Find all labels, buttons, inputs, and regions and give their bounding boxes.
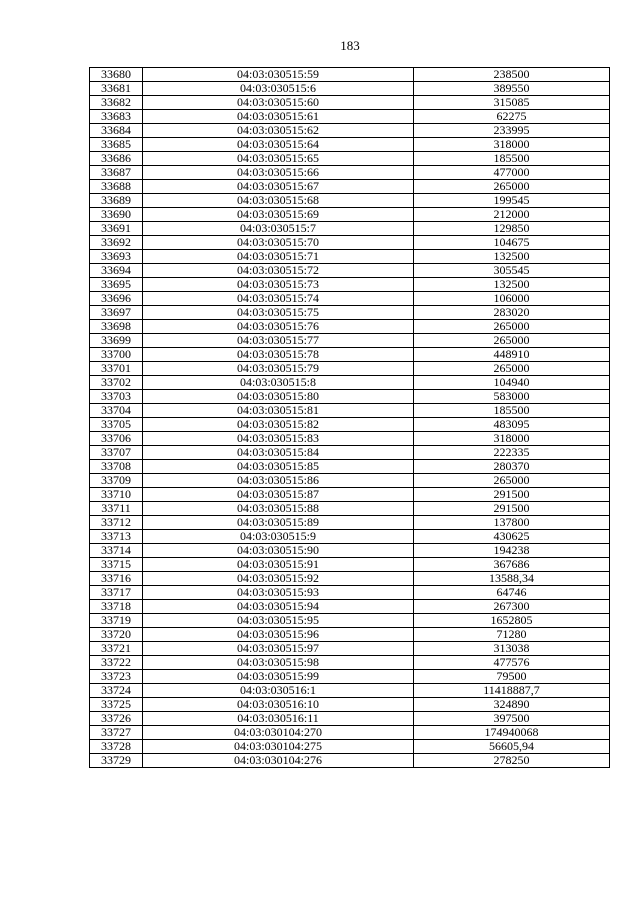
value-cell: 324890 bbox=[414, 698, 610, 712]
value-cell: 64746 bbox=[414, 586, 610, 600]
row-number-cell: 33700 bbox=[90, 348, 143, 362]
value-cell: 106000 bbox=[414, 292, 610, 306]
cadastral-number-cell: 04:03:030515:76 bbox=[143, 320, 414, 334]
row-number-cell: 33727 bbox=[90, 726, 143, 740]
table-row bbox=[90, 320, 610, 334]
row-number-cell: 33686 bbox=[90, 152, 143, 166]
value-cell: 137800 bbox=[414, 516, 610, 530]
row-number-cell: 33697 bbox=[90, 306, 143, 320]
row-number-cell: 33688 bbox=[90, 180, 143, 194]
row-number-cell: 33714 bbox=[90, 544, 143, 558]
value-cell: 185500 bbox=[414, 404, 610, 418]
row-number-cell: 33711 bbox=[90, 502, 143, 516]
value-cell: 129850 bbox=[414, 222, 610, 236]
cadastral-number-cell: 04:03:030515:75 bbox=[143, 306, 414, 320]
value-cell: 280370 bbox=[414, 460, 610, 474]
value-cell: 278250 bbox=[414, 754, 610, 768]
value-cell: 265000 bbox=[414, 474, 610, 488]
table-row bbox=[90, 712, 610, 726]
table-row bbox=[90, 278, 610, 292]
table-row bbox=[90, 502, 610, 516]
row-number-cell: 33728 bbox=[90, 740, 143, 754]
cadastral-number-cell: 04:03:030515:90 bbox=[143, 544, 414, 558]
value-cell: 448910 bbox=[414, 348, 610, 362]
row-number-cell: 33699 bbox=[90, 334, 143, 348]
table-row bbox=[90, 208, 610, 222]
table-row bbox=[90, 390, 610, 404]
row-number-cell: 33689 bbox=[90, 194, 143, 208]
row-number-cell: 33703 bbox=[90, 390, 143, 404]
row-number-cell: 33725 bbox=[90, 698, 143, 712]
table-row bbox=[90, 404, 610, 418]
cadastral-number-cell: 04:03:030515:87 bbox=[143, 488, 414, 502]
table-row bbox=[90, 418, 610, 432]
value-cell: 265000 bbox=[414, 180, 610, 194]
cadastral-number-cell: 04:03:030515:97 bbox=[143, 642, 414, 656]
table-row bbox=[90, 530, 610, 544]
table-row bbox=[90, 670, 610, 684]
cadastral-number-cell: 04:03:030515:98 bbox=[143, 656, 414, 670]
table-row bbox=[90, 306, 610, 320]
cadastral-number-cell: 04:03:030515:6 bbox=[143, 82, 414, 96]
value-cell: 185500 bbox=[414, 152, 610, 166]
value-cell: 267300 bbox=[414, 600, 610, 614]
table-row bbox=[90, 68, 610, 82]
value-cell: 62275 bbox=[414, 110, 610, 124]
row-number-cell: 33680 bbox=[90, 68, 143, 82]
value-cell: 1652805 bbox=[414, 614, 610, 628]
cadastral-number-cell: 04:03:030515:99 bbox=[143, 670, 414, 684]
row-number-cell: 33683 bbox=[90, 110, 143, 124]
value-cell: 265000 bbox=[414, 320, 610, 334]
cadastral-number-cell: 04:03:030515:8 bbox=[143, 376, 414, 390]
table-row bbox=[90, 600, 610, 614]
row-number-cell: 33707 bbox=[90, 446, 143, 460]
table-row bbox=[90, 152, 610, 166]
table-row bbox=[90, 194, 610, 208]
value-cell: 56605,94 bbox=[414, 740, 610, 754]
row-number-cell: 33712 bbox=[90, 516, 143, 530]
value-cell: 104940 bbox=[414, 376, 610, 390]
table-row bbox=[90, 82, 610, 96]
cadastral-number-cell: 04:03:030515:9 bbox=[143, 530, 414, 544]
row-number-cell: 33696 bbox=[90, 292, 143, 306]
cadastral-number-cell: 04:03:030515:69 bbox=[143, 208, 414, 222]
cadastral-number-cell: 04:03:030515:82 bbox=[143, 418, 414, 432]
cadastral-number-cell: 04:03:030515:74 bbox=[143, 292, 414, 306]
value-cell: 291500 bbox=[414, 502, 610, 516]
table-row bbox=[90, 334, 610, 348]
cadastral-number-cell: 04:03:030515:88 bbox=[143, 502, 414, 516]
value-cell: 132500 bbox=[414, 278, 610, 292]
cadastral-number-cell: 04:03:030515:66 bbox=[143, 166, 414, 180]
table-row bbox=[90, 516, 610, 530]
table-row bbox=[90, 642, 610, 656]
value-cell: 477576 bbox=[414, 656, 610, 670]
row-number-cell: 33687 bbox=[90, 166, 143, 180]
cadastral-number-cell: 04:03:030515:61 bbox=[143, 110, 414, 124]
table-row bbox=[90, 614, 610, 628]
cadastral-number-cell: 04:03:030516:11 bbox=[143, 712, 414, 726]
table-row bbox=[90, 586, 610, 600]
cadastral-value-table bbox=[89, 67, 610, 768]
value-cell: 477000 bbox=[414, 166, 610, 180]
value-cell: 238500 bbox=[414, 68, 610, 82]
row-number-cell: 33724 bbox=[90, 684, 143, 698]
table-row bbox=[90, 138, 610, 152]
table-row bbox=[90, 180, 610, 194]
table-body bbox=[90, 68, 610, 768]
value-cell: 397500 bbox=[414, 712, 610, 726]
value-cell: 583000 bbox=[414, 390, 610, 404]
cadastral-number-cell: 04:03:030515:65 bbox=[143, 152, 414, 166]
row-number-cell: 33704 bbox=[90, 404, 143, 418]
cadastral-number-cell: 04:03:030515:85 bbox=[143, 460, 414, 474]
row-number-cell: 33694 bbox=[90, 264, 143, 278]
row-number-cell: 33698 bbox=[90, 320, 143, 334]
table-row bbox=[90, 362, 610, 376]
table-row bbox=[90, 124, 610, 138]
cadastral-number-cell: 04:03:030515:81 bbox=[143, 404, 414, 418]
row-number-cell: 33708 bbox=[90, 460, 143, 474]
cadastral-number-cell: 04:03:030515:59 bbox=[143, 68, 414, 82]
row-number-cell: 33723 bbox=[90, 670, 143, 684]
value-cell: 283020 bbox=[414, 306, 610, 320]
cadastral-number-cell: 04:03:030104:276 bbox=[143, 754, 414, 768]
value-cell: 483095 bbox=[414, 418, 610, 432]
row-number-cell: 33690 bbox=[90, 208, 143, 222]
cadastral-number-cell: 04:03:030515:64 bbox=[143, 138, 414, 152]
table-row bbox=[90, 166, 610, 180]
cadastral-number-cell: 04:03:030515:77 bbox=[143, 334, 414, 348]
table-row bbox=[90, 222, 610, 236]
row-number-cell: 33713 bbox=[90, 530, 143, 544]
value-cell: 222335 bbox=[414, 446, 610, 460]
cadastral-number-cell: 04:03:030515:7 bbox=[143, 222, 414, 236]
row-number-cell: 33710 bbox=[90, 488, 143, 502]
value-cell: 174940068 bbox=[414, 726, 610, 740]
value-cell: 318000 bbox=[414, 432, 610, 446]
table-row bbox=[90, 726, 610, 740]
cadastral-number-cell: 04:03:030515:93 bbox=[143, 586, 414, 600]
table-row bbox=[90, 698, 610, 712]
value-cell: 313038 bbox=[414, 642, 610, 656]
cadastral-number-cell: 04:03:030515:62 bbox=[143, 124, 414, 138]
cadastral-number-cell: 04:03:030515:80 bbox=[143, 390, 414, 404]
row-number-cell: 33726 bbox=[90, 712, 143, 726]
cadastral-number-cell: 04:03:030515:73 bbox=[143, 278, 414, 292]
table-row bbox=[90, 544, 610, 558]
value-cell: 305545 bbox=[414, 264, 610, 278]
value-cell: 13588,34 bbox=[414, 572, 610, 586]
table-row bbox=[90, 740, 610, 754]
cadastral-number-cell: 04:03:030104:270 bbox=[143, 726, 414, 740]
row-number-cell: 33692 bbox=[90, 236, 143, 250]
row-number-cell: 33684 bbox=[90, 124, 143, 138]
row-number-cell: 33693 bbox=[90, 250, 143, 264]
value-cell: 71280 bbox=[414, 628, 610, 642]
table-row bbox=[90, 656, 610, 670]
value-cell: 315085 bbox=[414, 96, 610, 110]
row-number-cell: 33718 bbox=[90, 600, 143, 614]
cadastral-number-cell: 04:03:030515:68 bbox=[143, 194, 414, 208]
row-number-cell: 33722 bbox=[90, 656, 143, 670]
value-cell: 233995 bbox=[414, 124, 610, 138]
cadastral-number-cell: 04:03:030515:67 bbox=[143, 180, 414, 194]
cadastral-number-cell: 04:03:030515:96 bbox=[143, 628, 414, 642]
table-row bbox=[90, 250, 610, 264]
table-row bbox=[90, 376, 610, 390]
page-number: 183 bbox=[340, 38, 360, 53]
cadastral-number-cell: 04:03:030104:275 bbox=[143, 740, 414, 754]
cadastral-number-cell: 04:03:030515:78 bbox=[143, 348, 414, 362]
table-row bbox=[90, 684, 610, 698]
row-number-cell: 33685 bbox=[90, 138, 143, 152]
row-number-cell: 33716 bbox=[90, 572, 143, 586]
cadastral-number-cell: 04:03:030515:60 bbox=[143, 96, 414, 110]
table-row bbox=[90, 474, 610, 488]
cadastral-number-cell: 04:03:030515:71 bbox=[143, 250, 414, 264]
table-row bbox=[90, 96, 610, 110]
table-row bbox=[90, 558, 610, 572]
row-number-cell: 33691 bbox=[90, 222, 143, 236]
row-number-cell: 33709 bbox=[90, 474, 143, 488]
table-row bbox=[90, 110, 610, 124]
cadastral-number-cell: 04:03:030515:86 bbox=[143, 474, 414, 488]
row-number-cell: 33720 bbox=[90, 628, 143, 642]
value-cell: 132500 bbox=[414, 250, 610, 264]
table-row bbox=[90, 572, 610, 586]
value-cell: 318000 bbox=[414, 138, 610, 152]
row-number-cell: 33695 bbox=[90, 278, 143, 292]
value-cell: 367686 bbox=[414, 558, 610, 572]
row-number-cell: 33705 bbox=[90, 418, 143, 432]
row-number-cell: 33681 bbox=[90, 82, 143, 96]
table-row bbox=[90, 488, 610, 502]
row-number-cell: 33706 bbox=[90, 432, 143, 446]
table-row bbox=[90, 292, 610, 306]
table-row bbox=[90, 460, 610, 474]
value-cell: 389550 bbox=[414, 82, 610, 96]
value-cell: 199545 bbox=[414, 194, 610, 208]
cadastral-number-cell: 04:03:030515:95 bbox=[143, 614, 414, 628]
row-number-cell: 33702 bbox=[90, 376, 143, 390]
cadastral-number-cell: 04:03:030515:91 bbox=[143, 558, 414, 572]
value-cell: 194238 bbox=[414, 544, 610, 558]
table-row bbox=[90, 754, 610, 768]
value-cell: 291500 bbox=[414, 488, 610, 502]
cadastral-number-cell: 04:03:030515:94 bbox=[143, 600, 414, 614]
cadastral-number-cell: 04:03:030515:89 bbox=[143, 516, 414, 530]
row-number-cell: 33721 bbox=[90, 642, 143, 656]
value-cell: 265000 bbox=[414, 334, 610, 348]
cadastral-number-cell: 04:03:030515:92 bbox=[143, 572, 414, 586]
table-row bbox=[90, 628, 610, 642]
row-number-cell: 33717 bbox=[90, 586, 143, 600]
cadastral-number-cell: 04:03:030515:84 bbox=[143, 446, 414, 460]
value-cell: 104675 bbox=[414, 236, 610, 250]
table-row bbox=[90, 432, 610, 446]
value-cell: 212000 bbox=[414, 208, 610, 222]
row-number-cell: 33729 bbox=[90, 754, 143, 768]
cadastral-number-cell: 04:03:030515:83 bbox=[143, 432, 414, 446]
value-cell: 11418887,7 bbox=[414, 684, 610, 698]
value-cell: 430625 bbox=[414, 530, 610, 544]
cadastral-number-cell: 04:03:030516:1 bbox=[143, 684, 414, 698]
cadastral-number-cell: 04:03:030516:10 bbox=[143, 698, 414, 712]
table-row bbox=[90, 264, 610, 278]
cadastral-number-cell: 04:03:030515:72 bbox=[143, 264, 414, 278]
table-row bbox=[90, 236, 610, 250]
cadastral-number-cell: 04:03:030515:70 bbox=[143, 236, 414, 250]
value-cell: 79500 bbox=[414, 670, 610, 684]
table-row bbox=[90, 348, 610, 362]
row-number-cell: 33701 bbox=[90, 362, 143, 376]
cadastral-number-cell: 04:03:030515:79 bbox=[143, 362, 414, 376]
row-number-cell: 33682 bbox=[90, 96, 143, 110]
value-cell: 265000 bbox=[414, 362, 610, 376]
table-row bbox=[90, 446, 610, 460]
row-number-cell: 33715 bbox=[90, 558, 143, 572]
row-number-cell: 33719 bbox=[90, 614, 143, 628]
